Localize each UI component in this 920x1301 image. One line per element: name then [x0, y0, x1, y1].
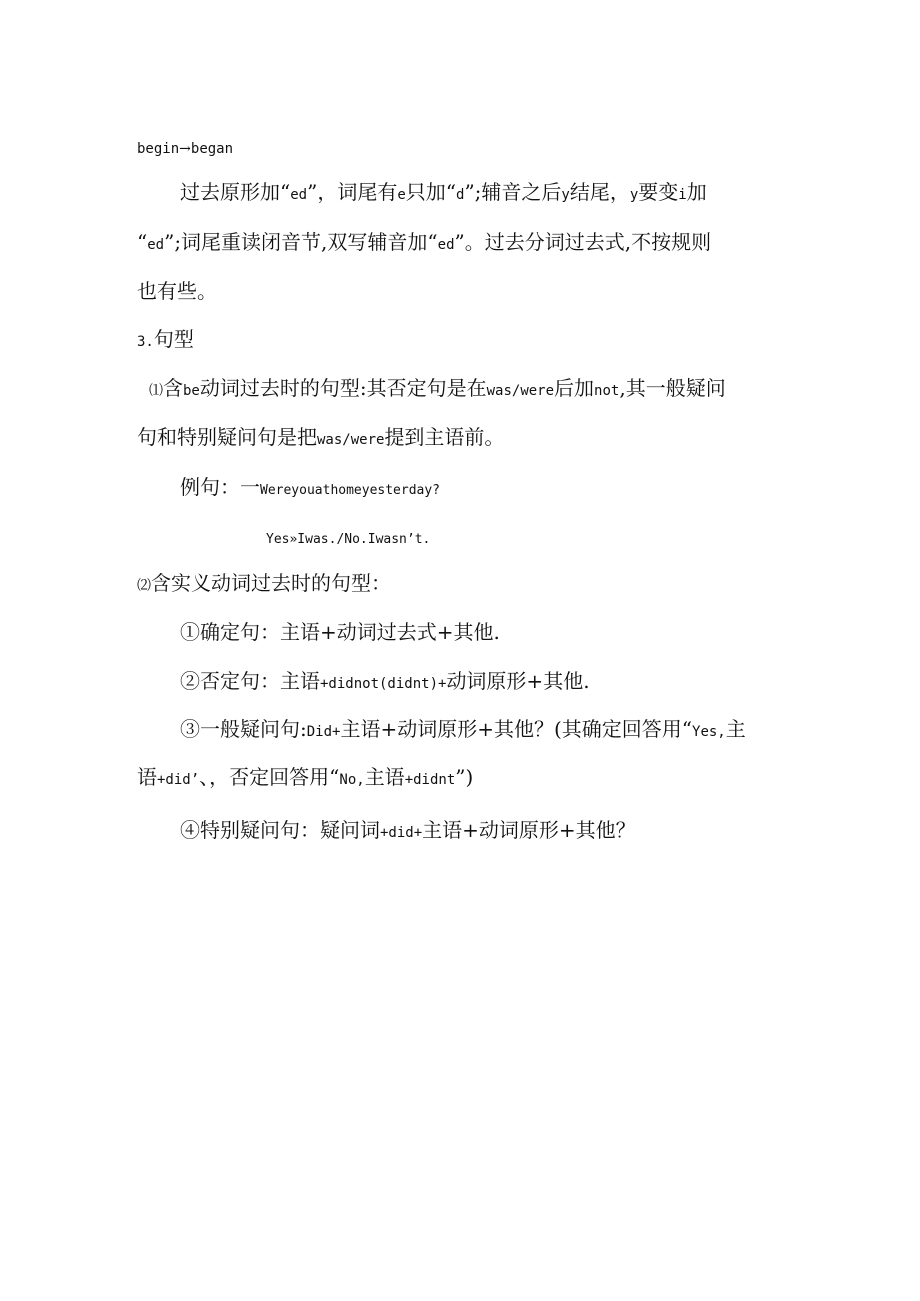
text-run: 加: [686, 180, 707, 204]
word-began: began: [190, 141, 234, 157]
text-run: 提到主语前。: [384, 425, 505, 449]
text-run: ”;词尾重读闭音节,双写辅音加“: [164, 230, 438, 254]
text-run: 含: [163, 376, 183, 400]
text-line-negative: [180, 669, 590, 696]
text-run-latin: ed: [147, 237, 165, 253]
text-run: ”。过去分词过去式,不按规则: [454, 230, 712, 254]
text-line-rule-3: [137, 279, 217, 303]
text-run-latin: be: [183, 383, 200, 399]
text-line-question-1: [180, 717, 746, 744]
text-line-verb-heading: [137, 571, 391, 598]
text-run-latin: was/were: [317, 432, 385, 448]
text-line-affirmative: [180, 620, 500, 644]
text-run-latin: e: [397, 187, 406, 203]
text-line-begin-began: [137, 134, 233, 161]
text-run: 语: [137, 765, 157, 789]
section-number: 3.: [137, 334, 154, 350]
text-line-rule-1: [180, 180, 707, 207]
text-run: 过去原形加“: [180, 180, 291, 204]
text-run: ”;辅音之后: [464, 180, 562, 204]
text-run-latin: not: [594, 383, 620, 399]
text-run-latin: +did’: [157, 772, 200, 788]
text-run-latin: y: [561, 187, 570, 203]
text-run-latin: i: [678, 187, 687, 203]
text-run: 动词原形+其他.: [446, 669, 590, 693]
text-run: 结尾，: [569, 180, 630, 204]
text-run: 也有些。: [137, 279, 217, 303]
word-begin: begin: [137, 141, 180, 157]
text-run: “: [137, 230, 148, 254]
item-marker: ⑴: [149, 383, 163, 399]
text-run: ③一般疑问句:: [180, 717, 307, 741]
text-run-latin: ed: [437, 237, 455, 253]
section-heading-3: [137, 327, 194, 354]
text-run: 句和特别疑问句是把: [137, 425, 317, 449]
text-run: ,其一般疑问: [619, 376, 726, 400]
text-line-special-question: [180, 818, 636, 845]
text-run: 、，否定回答用“: [199, 765, 340, 789]
text-run: 主语: [364, 765, 405, 789]
text-run-latin: +didnt: [404, 772, 456, 788]
text-run-latin: Did+: [306, 724, 341, 740]
text-run: 主: [725, 717, 746, 741]
text-line-be-2: [137, 425, 504, 452]
text-run: ”，词尾有: [307, 180, 398, 204]
text-run: 主语+动词原形+其他？: [422, 818, 636, 842]
text-run-latin: Yes,: [692, 724, 726, 740]
section-title: 句型: [153, 327, 194, 351]
text-run: 要变: [638, 180, 679, 204]
item-marker: ⑵: [137, 578, 151, 594]
example-label: 例句：一: [180, 475, 260, 499]
text-line-be-1: [149, 376, 726, 403]
text-run: 主语+动词原形+其他？(其确定回答用“: [340, 717, 693, 741]
text-run: 动词过去时的句型:其否定句是在: [199, 376, 487, 400]
text-run: 含实义动词过去时的句型：: [151, 571, 391, 595]
text-run-latin: ed: [290, 187, 308, 203]
text-run-latin: +did+: [380, 825, 423, 841]
text-run-latin: y: [629, 187, 639, 203]
arrow-symbol: →: [179, 141, 191, 157]
text-line-question-2: [137, 765, 473, 792]
text-run: ①确定句：主语+动词过去式+其他.: [180, 620, 500, 644]
example-answer: Yes»Iwas./No.Iwasn’t.: [266, 532, 431, 547]
example-line-1: [180, 475, 440, 503]
text-run: ②否定句：主语: [180, 669, 320, 693]
text-run: 后加: [554, 376, 595, 400]
text-run-latin: d: [456, 187, 465, 203]
text-run-latin: was/were: [486, 383, 555, 399]
text-line-rule-2: [137, 230, 711, 257]
example-sentence: Wereyouathomeyesterday?: [260, 483, 441, 498]
text-run-latin: No,: [339, 772, 365, 788]
text-run-latin: +didnot(didnt)+: [320, 676, 447, 692]
text-run: ”): [455, 765, 474, 789]
example-line-2: [266, 524, 430, 552]
text-run: 只加“: [405, 180, 456, 204]
text-run: ④特别疑问句：疑问词: [180, 818, 380, 842]
